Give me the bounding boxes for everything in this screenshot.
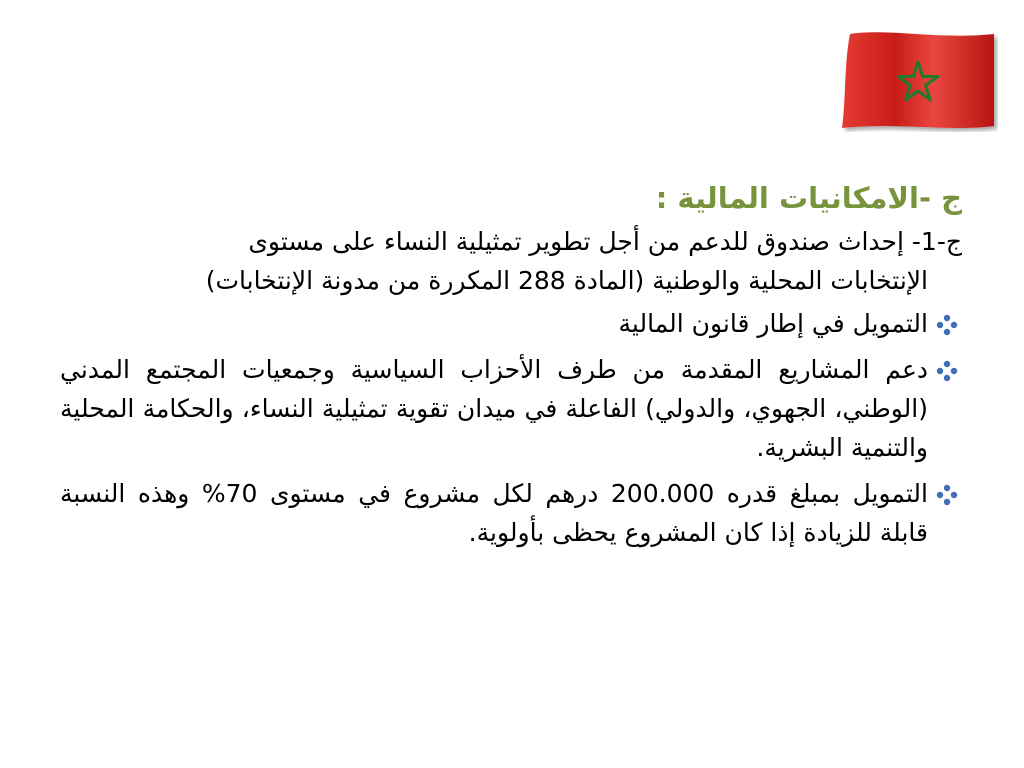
section-heading: ج -الامكانيات المالية :: [655, 181, 962, 215]
intro-paragraph: [60, 222, 962, 300]
bullet-text: التمويل في إطار قانون المالية: [618, 309, 928, 338]
diamond-dots-bullet-icon: [936, 484, 958, 506]
list-item: [60, 474, 962, 552]
list-item: [60, 304, 962, 343]
bullet-text: دعم المشاريع المقدمة من طرف الأحزاب السياسية وجمعيات المجتمع المدني (الوطني، الجهوي، والدولي) الفاعلة في ميدان تقوية تمثيلية النساء، والحكامة المحلية والتنمية البشرية.: [60, 355, 928, 462]
bullet-text: التمويل بمبلغ قدره 200.000 درهم لكل مشروع في مستوى 70% وهذه النسبة قابلة للزيادة إذا كان المشروع يحظى بأولوية.: [60, 479, 928, 547]
intro-first-line: ج-1- إحداث صندوق للدعم من أجل تطوير تمثيلية النساء على مستوى: [248, 227, 962, 256]
slide-content: [60, 176, 962, 559]
diamond-dots-bullet-icon: [936, 360, 958, 382]
diamond-dots-bullet-icon: [936, 314, 958, 336]
morocco-flag-icon: [838, 30, 998, 132]
intro-continuation: الإنتخابات المحلية والوطنية (المادة 288 المكررة من مدونة الإنتخابات): [205, 266, 928, 295]
list-item: [60, 350, 962, 467]
bullet-list: [60, 304, 962, 552]
